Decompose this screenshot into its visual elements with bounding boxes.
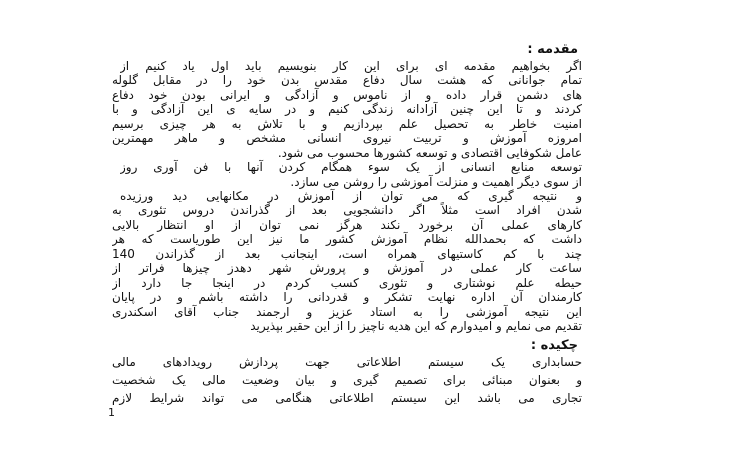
intro-line: کارهای عملی آن برخورد نکند هرگز نمی توان از او انتظار بالایی [112, 217, 582, 232]
intro-line: این نتیجه آموزشی را به استاد عزیز و ارجمند جناب آقای اسکندری [112, 304, 582, 319]
page-number: 1 [108, 406, 115, 419]
intro-line: اگر بخواهیم مقدمه ای برای این کار بنویسیم باید اول یاد کنیم از [120, 59, 582, 73]
abstract-heading: چکیده : [530, 338, 578, 353]
intro-line: از سوی دیگر اهمیت و منزلت آموزشی را روشن می سازد. [290, 174, 582, 189]
intro-line: و نتیجه گیری که می توان از آموزش در مکانهایی دید ورزیده [120, 189, 582, 203]
intro-line: ساعت کار عملی در آموزش و پرورش شهر دهدز چیزها فراتر از [112, 261, 582, 276]
intro-line: تقدیم می نمایم و امیدوارم که این هدیه ناچیز را از این حقیر بپذیرید [250, 319, 582, 333]
intro-line: امنیت خاطر به تحصیل علم بپردازیم و با تلاش به هر چیزی برسیم [112, 116, 582, 131]
intro-line: شدن افراد است مثلاً اگر دانشجویی بعد از گذراندن دروس تئوری به [112, 203, 582, 218]
intro-line: چند با کم کاستیهای همراه است، اینجانب بعد از گذراندن 140 [112, 246, 582, 261]
intro-line: کردند و تا این چنین آزادانه زندگی کنیم و در سایه ی این آزادگی و با [112, 102, 582, 117]
intro-line: تمام جوانانی که هشت سال دفاع مقدس بدن خود را در مقابل گلوله [112, 73, 582, 88]
intro-line: توسعه منابع انسانی از یک سوء همگام کردن آنها با فن آوری روز [120, 160, 582, 175]
intro-line: حیطه علم نوشتاری و تئوری کسب کردم در اینجا جا دارد از [112, 275, 582, 290]
intro-line: کارمندان آن اداره نهایت تشکر و قدردانی را داشته باشم و در پایان [112, 290, 582, 305]
intro-line: داشت که بحمدالله نظام آموزش کشور ما نیز این طوریاست که هر [112, 232, 582, 247]
abstract-line: حسابداری یک سیستم اطلاعاتی جهت پردازش رویدادهای مالی [112, 355, 582, 369]
intro-line: عامل شکوفایی اقتصادی و توسعه کشورها محسوب می شود. [277, 145, 582, 160]
abstract-line: تجاری می باشد این سیستم اطلاعاتی هنگامی می تواند شرایط لازم [112, 391, 582, 405]
intro-line: های دشمن قرار داده و از ناموس و آزادگی و ایرانی بودن خود دفاع [112, 87, 582, 102]
intro-line: امروزه آموزش و تربیت نیروی انسانی مشخص و ماهر مهمترین [112, 131, 582, 146]
intro-heading: مقدمه : [527, 42, 578, 57]
abstract-line: و بعنوان مبنائی برای تصمیم گیری و بیان وضعیت مالی یک شخصیت [112, 373, 582, 387]
